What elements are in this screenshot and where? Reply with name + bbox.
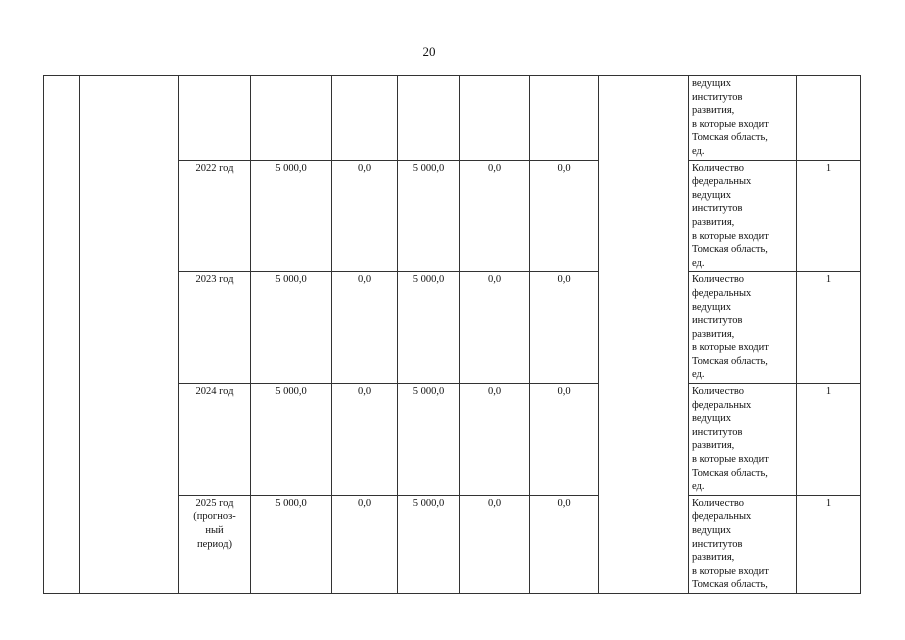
total-cell: 5 000,0 xyxy=(251,384,332,496)
other-cell xyxy=(530,76,599,161)
other-cell: 0,0 xyxy=(530,495,599,593)
regional-cell: 5 000,0 xyxy=(398,160,460,272)
federal-cell: 0,0 xyxy=(332,384,398,496)
other-cell: 0,0 xyxy=(530,384,599,496)
page-number: 20 xyxy=(422,44,436,59)
executor-cell xyxy=(599,76,689,594)
federal-cell: 0,0 xyxy=(332,272,398,384)
year-cell: 2023 год xyxy=(179,272,251,384)
year-cell: 2022 год xyxy=(179,160,251,272)
total-cell: 5 000,0 xyxy=(251,160,332,272)
table-row xyxy=(44,76,861,161)
local-cell: 0,0 xyxy=(460,495,530,593)
indicator-value-cell: 1 xyxy=(797,272,861,384)
year-cell: 2025 год (прогноз- ный период) xyxy=(179,495,251,593)
total-cell xyxy=(251,76,332,161)
indicator-cell: Количество федеральных ведущих институтов развития, в которые входит Томская область, xyxy=(689,495,797,593)
total-cell: 5 000,0 xyxy=(251,272,332,384)
federal-cell: 0,0 xyxy=(332,495,398,593)
number-cell xyxy=(44,76,80,594)
federal-cell xyxy=(332,76,398,161)
year-cell: 2024 год xyxy=(179,384,251,496)
local-cell: 0,0 xyxy=(460,272,530,384)
indicator-value-cell: 1 xyxy=(797,160,861,272)
indicator-cell: Количество федеральных ведущих институтов развития, в которые входит Томская область, ед. xyxy=(689,160,797,272)
other-cell: 0,0 xyxy=(530,160,599,272)
federal-cell: 0,0 xyxy=(332,160,398,272)
local-cell: 0,0 xyxy=(460,384,530,496)
indicator-value-cell: 1 xyxy=(797,384,861,496)
program-table xyxy=(43,75,861,594)
indicator-value-cell xyxy=(797,76,861,161)
total-cell: 5 000,0 xyxy=(251,495,332,593)
indicator-cell: Количество федеральных ведущих институтов развития, в которые входит Томская область, ед. xyxy=(689,384,797,496)
regional-cell xyxy=(398,76,460,161)
regional-cell: 5 000,0 xyxy=(398,272,460,384)
regional-cell: 5 000,0 xyxy=(398,384,460,496)
regional-cell: 5 000,0 xyxy=(398,495,460,593)
year-cell xyxy=(179,76,251,161)
other-cell: 0,0 xyxy=(530,272,599,384)
indicator-cell: Количество федеральных ведущих институтов развития, в которые входит Томская область, ед. xyxy=(689,272,797,384)
indicator-value-cell: 1 xyxy=(797,495,861,593)
local-cell: 0,0 xyxy=(460,160,530,272)
name-cell xyxy=(80,76,179,594)
indicator-cell: ведущих институтов развития, в которые входит Томская область, ед. xyxy=(689,76,797,161)
local-cell xyxy=(460,76,530,161)
